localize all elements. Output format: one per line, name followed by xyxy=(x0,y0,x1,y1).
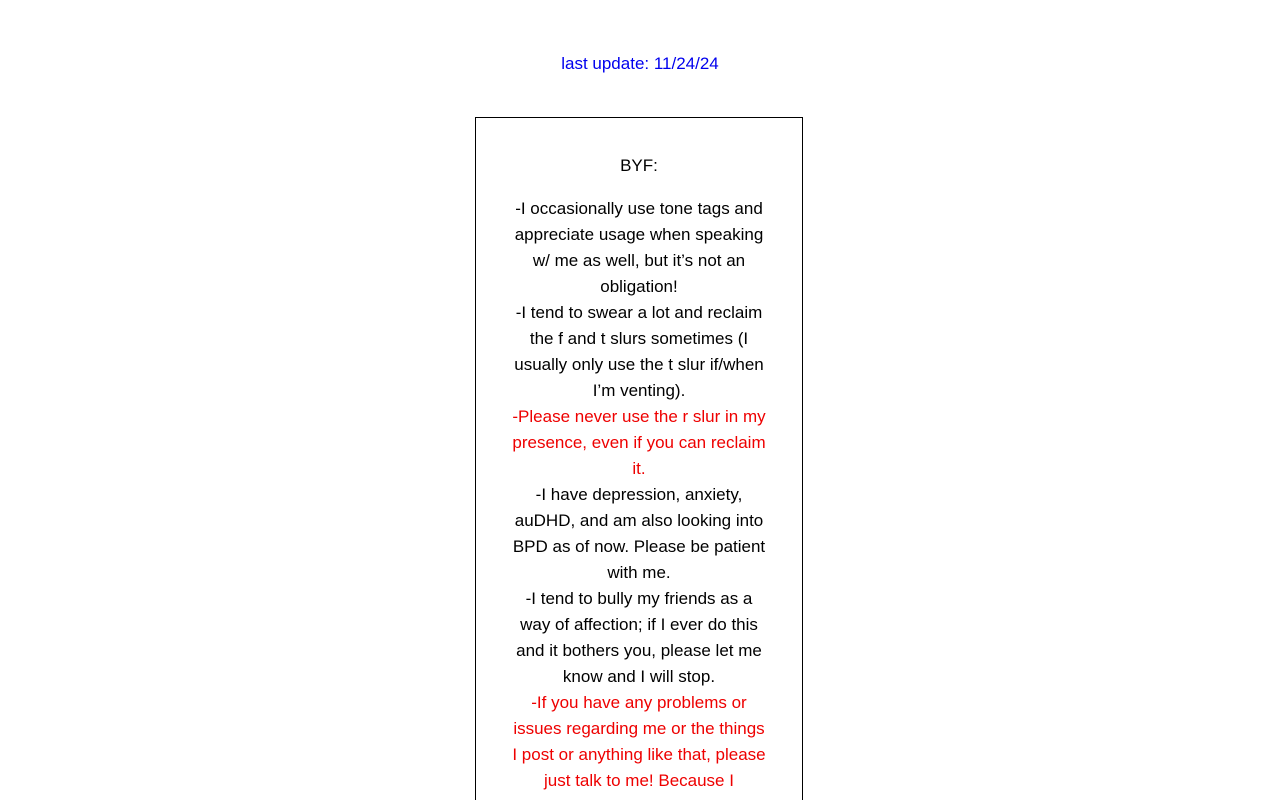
byf-item-affection: -I tend to bully my friends as a way of affection; if I ever do this and it bothers you, please let me know and I will stop. xyxy=(516,589,762,686)
byf-item-mental-health: -I have depression, anxiety, auDHD, and am also looking into BPD as of now. Please be patient with me. xyxy=(512,485,766,582)
byf-item-r-slur-warning: -Please never use the r slur in my presence, even if you can reclaim it. xyxy=(512,407,766,478)
byf-item-swearing: -I tend to swear a lot and reclaim the f and t slurs sometimes (I usually only use the t slur if/when I’m venting). xyxy=(514,303,764,400)
byf-item-problems-talk: -If you have any problems or issues regarding me or the things I post or anything like that, please just talk to me! Because I xyxy=(512,693,766,790)
last-update-text: last update: 11/24/24 xyxy=(561,54,719,73)
byf-item-tone-tags: -I occasionally use tone tags and appreciate usage when speaking w/ me as well, but it’s not an obligation! xyxy=(514,199,764,296)
byf-title: BYF: xyxy=(620,156,658,175)
byf-panel xyxy=(475,117,803,800)
